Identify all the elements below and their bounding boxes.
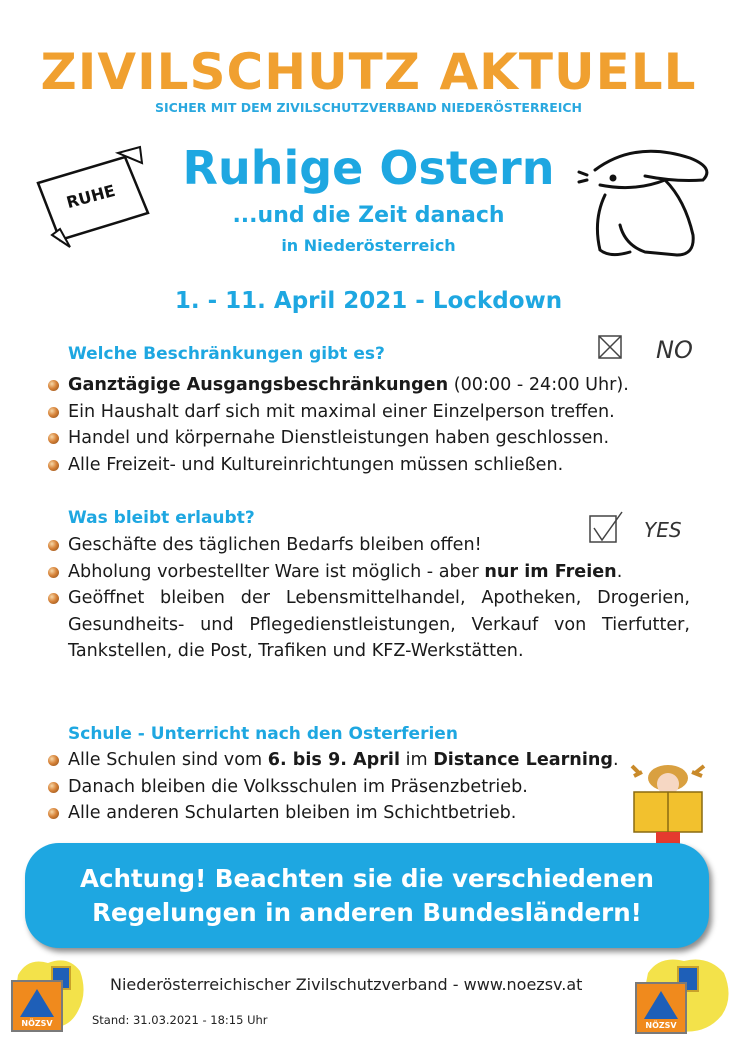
list-item: Danach bleiben die Volksschulen im Präsenzbetrieb. — [48, 774, 690, 801]
school-list — [48, 747, 690, 827]
list-item: Geschäfte des täglichen Bedarfs bleiben offen! — [48, 532, 690, 559]
allowed-list — [48, 532, 690, 665]
ruhe-sign-text: RUHE — [64, 180, 118, 213]
poster-subtitle: SICHER MIT DEM ZIVILSCHUTZVERBAND NIEDERÖSTERREICH — [154, 100, 583, 115]
list-item: Geöffnet bleiben der Lebensmittelhandel, Apotheken, Drogerien, Gesundheits- und Pflegedienstleistungen, Verkauf von Tierfutter, Tankstellen, die Post, Trafiken und KFZ-Werkstätten. — [48, 585, 690, 665]
headline: Ruhige Ostern — [182, 141, 555, 195]
logo-text: NÖZSV — [645, 1021, 677, 1030]
banner-line-2: Regelungen in anderen Bundesländern! — [92, 897, 642, 927]
list-item: Abholung vorbestellter Ware ist möglich - aber nur im Freien. — [48, 559, 690, 586]
bullet-icon — [48, 567, 59, 578]
restrictions-heading: Welche Beschränkungen gibt es? — [68, 344, 385, 364]
list-item: Alle anderen Schularten bleiben im Schichtbetrieb. — [48, 800, 690, 827]
footer-stand-date: Stand: 31.03.2021 - 18:15 Uhr — [92, 1013, 268, 1027]
allowed-heading: Was bleibt erlaubt? — [68, 508, 255, 528]
bullet-icon — [48, 593, 59, 604]
bullet-icon — [48, 782, 59, 793]
noezsv-logo-right — [634, 953, 734, 1037]
list-item: Ganztägige Ausgangsbeschränkungen (00:00 - 24:00 Uhr). — [48, 372, 690, 399]
poster-title: ZIVILSCHUTZ AKTUELL — [40, 43, 697, 101]
noezsv-logo-left — [8, 953, 90, 1035]
warning-banner — [25, 843, 709, 948]
restrictions-list — [48, 372, 690, 478]
list-item: Ein Haushalt darf sich mit maximal einer Einzelperson treffen. — [48, 399, 690, 426]
logo-text: NÖZSV — [21, 1019, 53, 1028]
region-line: in Niederösterreich — [281, 236, 456, 255]
list-item: Handel und körpernahe Dienstleistungen haben geschlossen. — [48, 425, 690, 452]
subheadline: ...und die Zeit danach — [232, 203, 505, 228]
bullet-icon — [48, 755, 59, 766]
yes-mark: YES — [644, 518, 682, 542]
banner-line-1: Achtung! Beachten sie die verschiedenen — [80, 863, 654, 893]
list-item: Alle Freizeit- und Kultureinrichtungen müssen schließen. — [48, 452, 690, 479]
lockdown-dates: 1. - 11. April 2021 - Lockdown — [174, 288, 563, 314]
footer-organization: Niederösterreichischer Zivilschutzverband - www.noezsv.at — [110, 975, 583, 994]
bullet-icon — [48, 808, 59, 819]
list-item: Alle Schulen sind vom 6. bis 9. April im Distance Learning. — [48, 747, 690, 774]
bullet-icon — [48, 433, 59, 444]
bullet-icon — [48, 460, 59, 471]
school-heading: Schule - Unterricht nach den Osterferien — [68, 724, 458, 744]
checked-box-icon — [596, 333, 626, 363]
bullet-icon — [48, 407, 59, 418]
no-mark: NO — [656, 336, 693, 364]
bullet-icon — [48, 540, 59, 551]
bullet-icon — [48, 380, 59, 391]
